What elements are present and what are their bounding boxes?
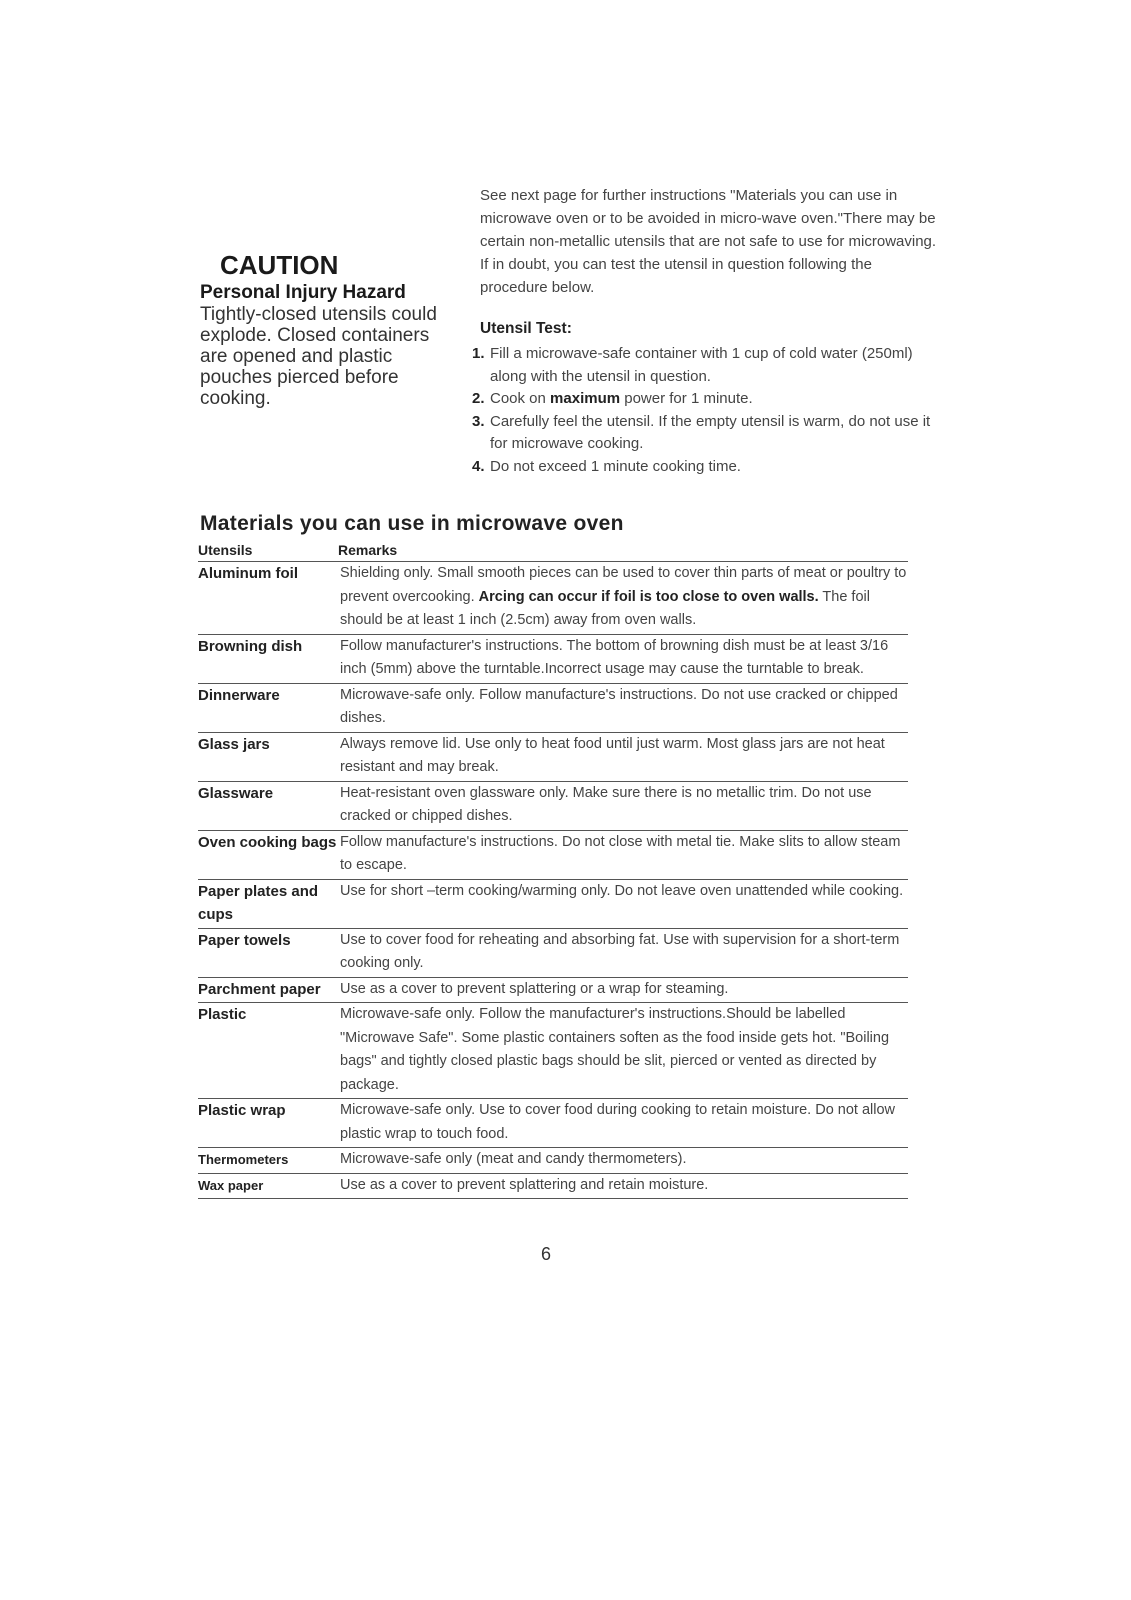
utensil-remark: Follow manufacturer's instructions. The bottom of browning dish must be at least 3/16 inch (5mm) above the turntable.Incorrect usage may cause the turntable to break.: [338, 634, 908, 683]
table-row: [198, 830, 908, 879]
utensil-name: Wax paper: [198, 1173, 338, 1199]
utensil-name: Plastic wrap: [198, 1099, 338, 1148]
test-step: 3. Carefully feel the utensil. If the empty utensil is warm, do not use it for microwave cooking.: [472, 412, 931, 452]
utensil-remark: Follow manufacture's instructions. Do not close with metal tie. Make slits to allow steam to escape.: [338, 830, 908, 879]
page-number: 6: [541, 1244, 552, 1264]
utensil-name: Glass jars: [198, 732, 338, 781]
utensil-name: Glassware: [198, 781, 338, 830]
caution-body: Tightly-closed utensils could explode. Closed containers are opened and plastic pouches pierced before cooking.: [200, 304, 437, 409]
utensil-name: Thermometers: [198, 1148, 338, 1174]
caution-title: CAUTION: [220, 250, 339, 280]
table-row: [198, 562, 908, 635]
utensil-remark: Use as a cover to prevent splattering and retain moisture.: [338, 1173, 908, 1199]
table-row: [198, 928, 908, 977]
utensil-test-title: Utensil Test:: [480, 320, 572, 337]
utensil-name: Dinnerware: [198, 683, 338, 732]
utensils-column-header: Utensils: [198, 540, 338, 562]
utensil-name: Parchment paper: [198, 977, 338, 1003]
materials-table: [198, 540, 908, 1199]
utensil-remark: Use to cover food for reheating and absorbing fat. Use with supervision for a short-term cooking only.: [338, 928, 908, 977]
utensil-remark: Microwave-safe only. Use to cover food during cooking to retain moisture. Do not allow plastic wrap to touch food.: [338, 1099, 908, 1148]
table-header-row: [198, 540, 908, 562]
table-row: [198, 634, 908, 683]
remarks-column-header: Remarks: [338, 540, 908, 562]
caution-subtitle: Personal Injury Hazard: [200, 282, 406, 303]
utensil-remark: Use as a cover to prevent splattering or a wrap for steaming.: [338, 977, 908, 1003]
utensil-remark: Always remove lid. Use only to heat food until just warm. Most glass jars are not heat resistant and may break.: [338, 732, 908, 781]
test-step: 1. Fill a microwave-safe container with 1 cup of cold water (250ml) along with the utensil in question.: [472, 345, 913, 385]
table-row: [198, 1173, 908, 1199]
utensil-remark: Use for short –term cooking/warming only. Do not leave oven unattended while cooking.: [338, 879, 908, 928]
utensil-name: Plastic: [198, 1003, 338, 1099]
utensil-remark: Heat-resistant oven glassware only. Make sure there is no metallic trim. Do not use cracked or chipped dishes.: [338, 781, 908, 830]
table-row: [198, 1003, 908, 1099]
caution-block: [200, 250, 460, 409]
utensil-remark: Shielding only. Small smooth pieces can be used to cover thin parts of meat or poultry to prevent overcooking. Arcing can occur if foil is too close to oven walls. The foil should be at least 1 inch (2.5cm) away from oven walls.: [338, 562, 908, 635]
utensil-name: Paper plates and cups: [198, 879, 338, 928]
table-row: [198, 781, 908, 830]
table-row: [198, 683, 908, 732]
test-step: 2. Cook on maximum power for 1 minute.: [472, 390, 753, 407]
utensil-name: Browning dish: [198, 634, 338, 683]
table-row: [198, 879, 908, 928]
utensil-test-steps: [472, 343, 940, 478]
utensil-remark: Microwave-safe only (meat and candy thermometers).: [338, 1148, 908, 1174]
materials-section-title: Materials you can use in microwave oven: [200, 512, 624, 535]
table-row: [198, 1099, 908, 1148]
instructions-block: [472, 184, 940, 478]
utensil-remark: Microwave-safe only. Follow manufacture's instructions. Do not use cracked or chipped dishes.: [338, 683, 908, 732]
utensil-remark: Microwave-safe only. Follow the manufacturer's instructions.Should be labelled "Microwave Safe". Some plastic containers soften as the food inside gets hot. "Boiling bags" and tightly closed plastic bags should be slit, pierced or vented as directed by package.: [338, 1003, 908, 1099]
intro-paragraph: See next page for further instructions "Materials you can use in microwave oven or to be avoided in micro-wave oven."There may be certain non-metallic utensils that are not safe to use for microwaving. If in doubt, you can test the utensil in question following the procedure below.: [480, 187, 937, 296]
test-step: 4. Do not exceed 1 minute cooking time.: [472, 457, 741, 475]
utensil-name: Aluminum foil: [198, 562, 338, 635]
table-row: [198, 1148, 908, 1174]
utensil-name: Paper towels: [198, 928, 338, 977]
utensil-name: Oven cooking bags: [198, 830, 338, 879]
table-row: [198, 977, 908, 1003]
table-row: [198, 732, 908, 781]
